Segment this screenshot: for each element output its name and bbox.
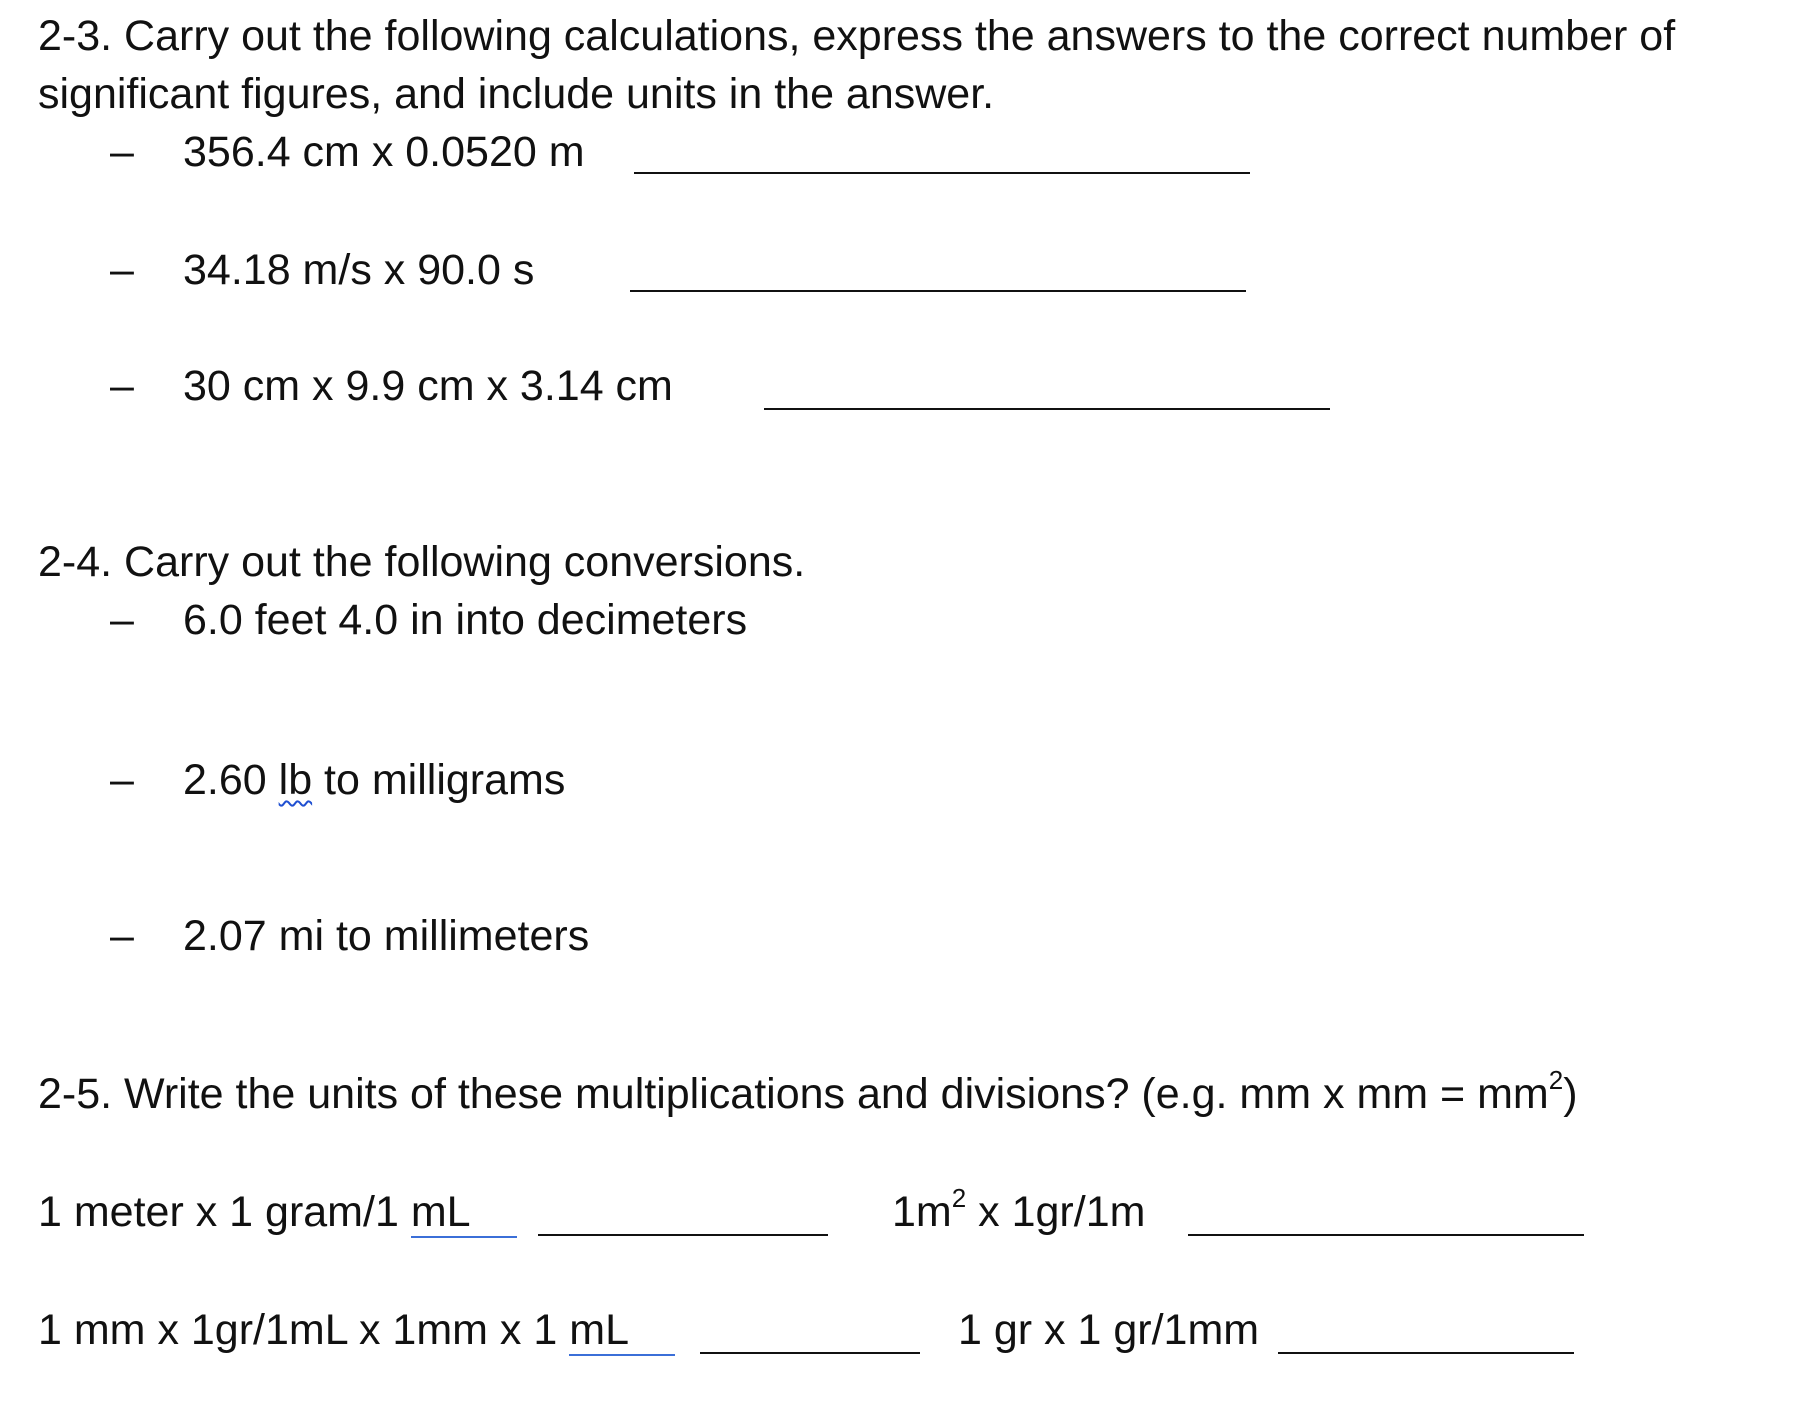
units-item-3: [38, 1304, 629, 1356]
answer-blank-units-3[interactable]: [700, 1352, 920, 1354]
answer-blank-calc-2[interactable]: [630, 290, 1246, 292]
units-item-1-unit: mL: [410, 1188, 471, 1236]
conversion-item-2: [183, 754, 565, 806]
calc-item-3: 30 cm x 9.9 cm x 3.14 cm: [183, 362, 673, 410]
units-item-3-text: 1 mm x 1gr/1mL x 1mm x 1: [38, 1306, 570, 1354]
answer-blank-units-1[interactable]: [538, 1234, 828, 1236]
answer-blank-units-4[interactable]: [1278, 1352, 1574, 1354]
section-2-5-heading-text: 2-5. Write the units of these multiplications and divisions? (e.g. mm x mm = mm: [38, 1070, 1549, 1118]
units-item-1-text: 1 meter x 1 gram/1: [38, 1188, 411, 1236]
units-item-3-unit: mL: [569, 1306, 629, 1354]
superscript: 2: [951, 1182, 967, 1213]
section-2-5-heading-close: ): [1563, 1070, 1578, 1118]
units-item-2-post: x 1gr/1m: [966, 1188, 1146, 1236]
bullet-dash: –: [110, 756, 134, 804]
bullet-dash: –: [110, 128, 134, 176]
units-item-4: 1 gr x 1 gr/1mm: [958, 1306, 1260, 1354]
spellcheck-flagged-word[interactable]: lb: [278, 756, 313, 804]
superscript: 2: [1548, 1064, 1564, 1095]
answer-blank-units-2[interactable]: [1188, 1234, 1584, 1236]
calc-item-1: 356.4 cm x 0.0520 m: [183, 128, 585, 176]
answer-blank-calc-3[interactable]: [764, 408, 1330, 410]
section-2-3-heading-line1: 2-3. Carry out the following calculations, express the answers to the correct number of: [38, 12, 1676, 60]
conversion-item-2-post: to milligrams: [312, 756, 566, 804]
conversion-item-2-pre: 2.60: [183, 756, 279, 804]
calc-item-2: 34.18 m/s x 90.0 s: [183, 246, 535, 294]
conversion-item-1: 6.0 feet 4.0 in into decimeters: [183, 596, 748, 644]
section-2-4-heading: 2-4. Carry out the following conversions.: [38, 538, 806, 586]
bullet-dash: –: [110, 596, 134, 644]
units-item-2-pre: 1m: [892, 1188, 952, 1236]
conversion-item-3: 2.07 mi to millimeters: [183, 912, 590, 960]
section-2-3-heading-line2: significant figures, and include units in the answer.: [38, 70, 995, 118]
units-item-2: [892, 1182, 1146, 1238]
bullet-dash: –: [110, 912, 134, 960]
units-item-1: [38, 1186, 471, 1238]
answer-blank-calc-1[interactable]: [634, 172, 1250, 174]
bullet-dash: –: [110, 362, 134, 410]
section-2-5-heading: [38, 1064, 1578, 1120]
bullet-dash: –: [110, 246, 134, 294]
